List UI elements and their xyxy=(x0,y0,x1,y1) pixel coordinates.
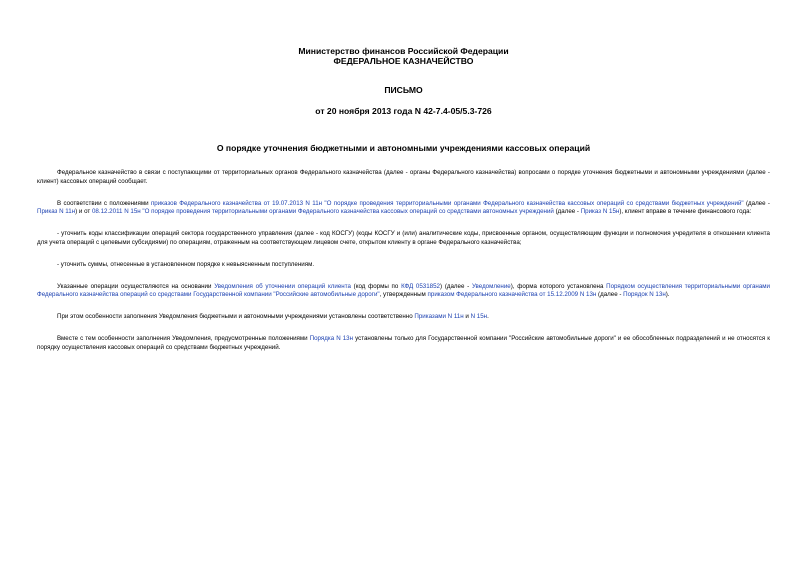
link-procedure[interactable]: Порядком осуществления территориальными органами Федерального казначейства операций со средствами Государственной компании "Российские автомобильные дороги" xyxy=(37,282,770,298)
text: (далее - xyxy=(553,208,581,215)
text: В соответствии с положениями xyxy=(57,199,151,207)
document-subject: О порядке уточнения бюджетными и автономными учреждениями кассовых операций xyxy=(216,143,591,153)
paragraph-4: - уточнить суммы, отнесенные в установленном порядке к невыясненным поступлениям. xyxy=(57,260,315,268)
link-order-13n-full[interactable]: приказом Федерального казначейства от 15.12.2009 N 13н xyxy=(427,291,597,298)
text: . xyxy=(487,313,489,320)
text: При этом особенности заполнения Уведомления бюджетными и автономными учреждениями установлены соответственно xyxy=(57,313,415,320)
link-order-15n-full[interactable]: 08.12.2011 N 15н "О порядке проведения территориальными органами Федерального казначейства кассовых операций со средствами автономных учреждений xyxy=(91,208,554,215)
link-order-15n[interactable]: Приказ N 15н xyxy=(580,208,620,215)
text: (далее - xyxy=(743,199,770,207)
paragraph-6 xyxy=(37,313,770,322)
document-type: ПИСЬМО xyxy=(384,85,423,95)
text: ) и от xyxy=(75,208,92,215)
text: ). xyxy=(665,291,670,298)
link-procedure-13n[interactable]: Порядок N 13н xyxy=(623,291,666,298)
link-order-11n[interactable]: Приказ N 11н xyxy=(37,208,76,215)
paragraph-1: Федеральное казначейство в связи с поступающими от территориальных органов Федерального казначейства (далее - органы Федерального казначейства) вопросами о порядке уточнения бюджетными и автономными учреждениями (далее - клиент) кассовых операций сообщает. xyxy=(37,169,770,185)
link-notification-form[interactable]: Уведомления об уточнении операций клиента xyxy=(214,282,351,290)
document-date-number: от 20 ноября 2013 года N 42-7.4-05/5.3-726 xyxy=(315,106,492,116)
text: ) (далее - xyxy=(440,282,472,290)
link-15n[interactable]: N 15н xyxy=(470,313,488,320)
link-orders-11n[interactable]: Приказами N 11н xyxy=(414,313,464,320)
link-procedure-13n-2[interactable]: Порядка N 13н xyxy=(309,335,354,342)
text: , утвержденным xyxy=(379,291,428,298)
link-kfd-code[interactable]: КФД 0531852 xyxy=(401,282,441,290)
paragraph-3: - уточнить коды классификации операций сектора государственного управления (далее - код КОСГУ) (коды КОСГУ и (или) аналитические коды, присвоенные органом, осуществляющим функции и полномочия учредителя в отношении клиента для учета операций с целевыми субсидиями) по операциям, отраженным на соответствующем лицевом счете, открытом клиенту в органе Федерального казначейства; xyxy=(37,230,770,246)
text: и xyxy=(463,313,471,320)
text: (код формы по xyxy=(350,282,402,290)
text: Вместе с тем особенности заполнения Уведомления, предусмотренные положениями xyxy=(57,335,310,342)
text: ), клиент вправе в течение финансового года: xyxy=(619,208,752,215)
text: (далее - xyxy=(596,291,624,298)
document-body xyxy=(37,169,770,352)
link-notification[interactable]: Уведомление xyxy=(471,282,511,290)
paragraph-2 xyxy=(37,200,770,217)
link-order-11n-full[interactable]: приказов Федерального казначейства от 19.07.2013 N 11н "О порядке проведения территориальными органами Федерального казначейства кассовых операций со средствами бюджетных учреждений" xyxy=(150,199,744,207)
text: Указанные операции осуществляются на основании xyxy=(57,282,215,290)
ministry-name: Министерство финансов Российской Федерации xyxy=(298,46,509,56)
paragraph-5 xyxy=(37,283,770,300)
agency-name: ФЕДЕРАЛЬНОЕ КАЗНАЧЕЙСТВО xyxy=(333,56,474,66)
paragraph-7 xyxy=(37,335,770,352)
document-page xyxy=(37,46,770,366)
text: установлены только для Государственной компании "Российские автомобильные дороги" и ее обособленных подразделений и не относятся к порядку осуществления кассовых операций со средствами бюджетных учреждений. xyxy=(37,335,770,351)
text: ), форма которого установлена xyxy=(510,282,607,290)
